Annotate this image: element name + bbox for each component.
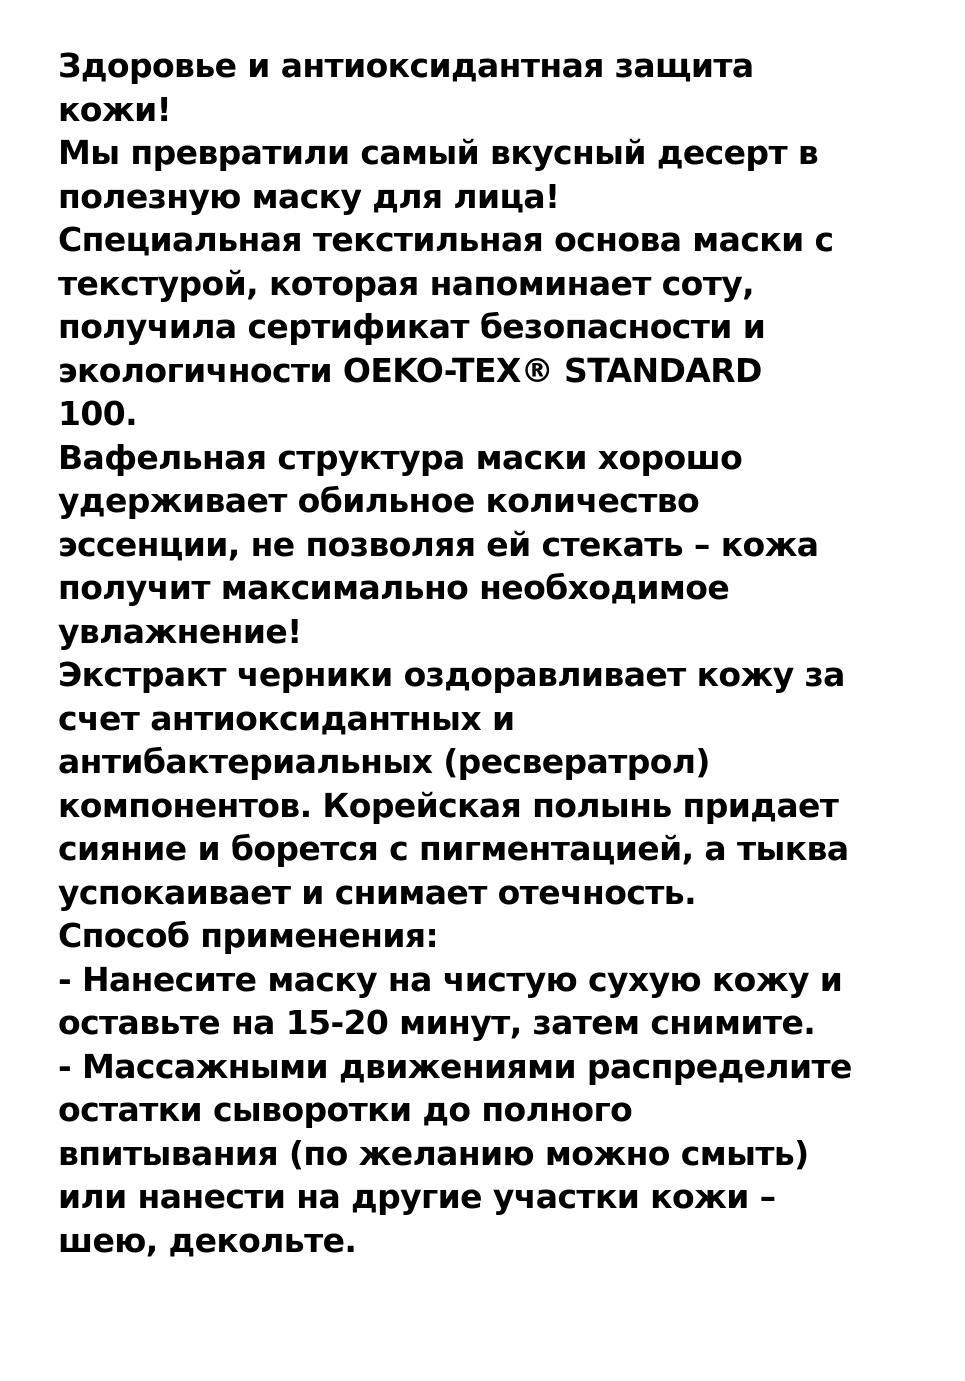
text-line: или нанести на другие участки кожи – [58,1177,776,1216]
text-line: Здоровье и антиоксидантная защита [58,46,754,85]
text-line: Способ применения: [58,916,439,955]
text-line: впитывания (по желанию можно смыть) [58,1133,809,1173]
text-line: успокаивает и снимает отечность. [58,872,697,912]
text-line: шею, декольте. [58,1220,357,1260]
text-line: увлажнение! [58,611,302,651]
text-line: компонентов. Корейская полынь придает [58,785,839,825]
text-line: Вафельная структура маски хорошо [58,437,743,477]
text-line: удерживает обильное количество [58,481,700,520]
text-line: эссенции, не позволяя ей стекать – кожа [58,524,819,564]
text-line: 100. [58,394,138,433]
text-line: Экстракт черники оздоравливает кожу за [58,655,845,694]
text-line: оставьте на 15-20 минут, затем снимите. [58,1003,816,1042]
text-line: остатки сыворотки до полного [58,1090,633,1129]
text-line: Специальная текстильная основа маски с [58,220,834,259]
text-line: полезную маску для лица! [58,176,560,216]
text-line: антибактериальных (ресвератрол) [58,742,710,781]
text-line: Мы превратили самый вкусный десерт в [58,133,819,172]
text-line: счет антиоксидантных и [58,698,515,738]
document-text [58,44,938,1262]
text-line: экологичности OEKO-TEX® STANDARD [58,350,762,390]
text-line: сияние и борется с пигментацией, а тыква [58,829,849,868]
text-line: кожи! [58,89,172,129]
text-line: получит максимально необходимое [58,568,730,607]
text-line: текстурой, которая напоминает соту, [58,263,755,303]
text-line: - Массажными движениями распределите [58,1046,852,1086]
text-line: - Нанесите маску на чистую сухую кожу и [58,959,843,999]
text-line: получила сертификат безопасности и [58,307,766,346]
